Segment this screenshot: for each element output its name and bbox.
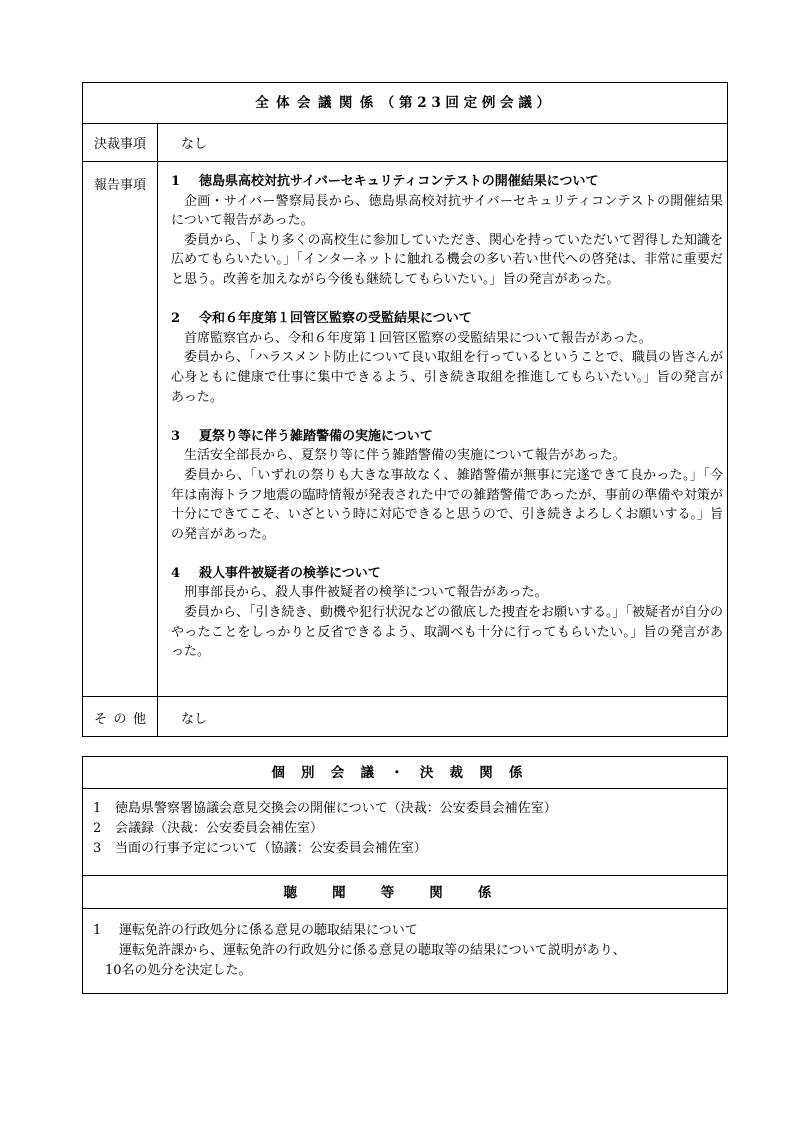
report-text: 委員から、「いずれの祭りも大きな事故なく、雑踏警備が無事に完遂できて良かった。」「今年は南海トラフ地震の臨時情報が発表された中での雑踏警備であったが、事前の準備や対策が十分にできてこそ、いざという時に対応できると思うので、引き続きよろしくお願いする。」旨の発言があった。 — [171, 467, 723, 542]
report-text: 委員から、「より多くの高校生に参加していただき、関心を持っていただいて習得した知識を広めてもらいたい。」「インターネットに触れる機会の多い若い世代への啓発は、非常に重要だと思う。改善を加えながら今後も継続してもらいたい。」旨の発言があった。 — [171, 232, 723, 287]
plenary-title-suffix: （第23回定例会議） — [380, 95, 555, 111]
other-value: なし — [181, 712, 208, 727]
plenary-title: 全体会議関係 — [255, 95, 381, 111]
plenary-header — [83, 83, 727, 124]
report-item — [171, 309, 723, 407]
report-text: 刑事部長から、殺人事件被疑者の検挙について報告があった。 — [184, 585, 548, 601]
report-label: 報告事項 — [93, 178, 146, 193]
list-item: 2 会議録（決裁：公安委員会補佐室） — [93, 821, 324, 836]
hearing-text: 運転免許課から、運転免許の行政処分に係る意見の聴取等の結果について説明があり、 — [119, 943, 626, 958]
individual-header — [83, 757, 727, 789]
plenary-meeting-table — [82, 82, 728, 737]
row-divider — [83, 161, 727, 162]
report-text: 企画・サイバー警察局長から、徳島県高校対抗サイバーセキュリティコンテストの開催結果について報告があった。 — [171, 193, 723, 229]
list-item: 1 徳島県警察署協議会意見交換会の開催について（決裁：公安委員会補佐室） — [93, 801, 557, 816]
report-text: 首席監察官から、令和６年度第１回管区監察の受監結果について報告があった。 — [184, 330, 652, 346]
hearing-item-title: 1 運転免許の行政処分に係る意見の聴取結果について — [93, 923, 418, 938]
individual-item-list — [93, 799, 557, 859]
column-divider — [157, 124, 158, 736]
report-text: 生活安全部長から、夏祭り等に伴う雑踏警備の実施について報告があった。 — [184, 448, 626, 464]
report-title: 2 令和６年度第１回管区監察の受監結果について — [171, 311, 472, 327]
report-item — [171, 564, 723, 662]
report-title: 1 徳島県高校対抗サイバーセキュリティコンテストの開催結果について — [171, 174, 599, 189]
other-label: その他 — [93, 712, 153, 727]
report-text: 委員から、「ハラスメント防止について良い取組を行っているということで、職員の皆さんが心身ともに健康で仕事に集中できるよう、引き続き取組を推進してもらいたい。」旨の発言があった。 — [171, 350, 723, 405]
individual-meeting-table — [82, 756, 728, 994]
report-list — [171, 172, 723, 662]
individual-title: 個別会議・決裁関係 — [271, 765, 539, 781]
report-title: 4 殺人事件被疑者の検挙について — [171, 565, 381, 581]
decision-label: 決裁事項 — [93, 137, 146, 152]
report-title: 3 夏祭り等に伴う雑踏警備の実施について — [171, 428, 433, 444]
hearing-header — [83, 875, 727, 909]
list-item: 3 当面の行事予定について（協議：公安委員会補佐室） — [93, 841, 427, 856]
row-divider — [83, 696, 727, 697]
report-item — [171, 427, 723, 545]
hearing-text: 10名の処分を決定した。 — [105, 963, 252, 978]
hearing-title: 聴聞等関係 — [283, 885, 527, 901]
report-item — [171, 172, 723, 290]
report-text: 委員から、「引き続き、動機や犯行状況などの徹底した捜査をお願いする。」「被疑者が自分のやったことをしっかりと反省できるよう、取調べも十分に行ってもらいたい。」旨の発言があった。 — [171, 605, 723, 660]
hearing-content — [93, 921, 723, 981]
decision-value: なし — [181, 137, 208, 152]
